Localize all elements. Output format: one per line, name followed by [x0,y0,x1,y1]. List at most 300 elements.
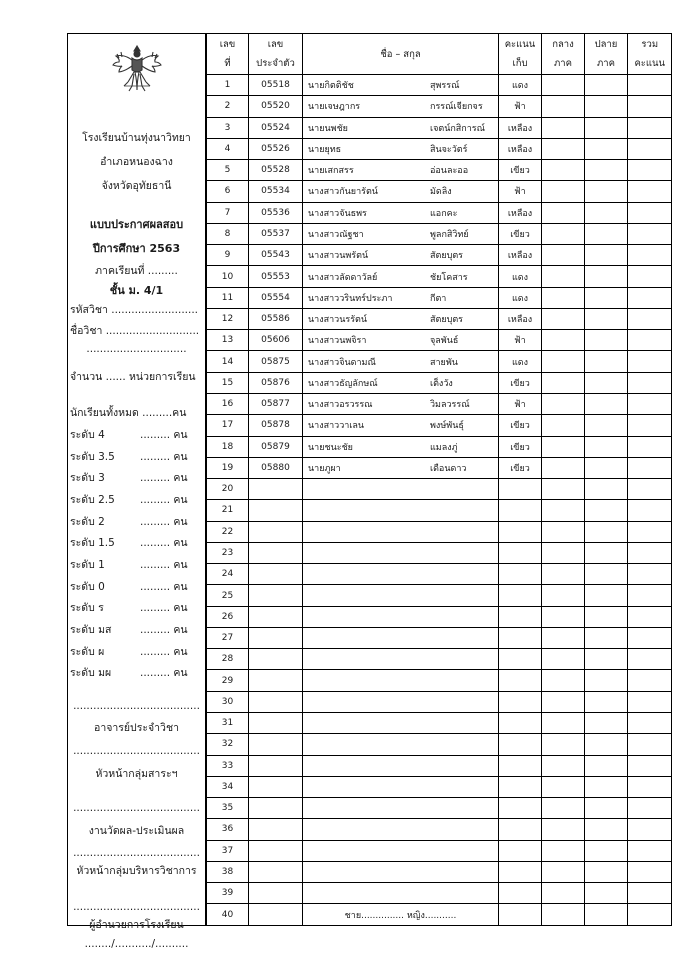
first-name: นายเสกสรร [308,166,354,177]
student-name [303,138,499,159]
student-id [249,521,303,542]
collected-score: เหลือง [499,202,542,223]
student-id [249,755,303,776]
document-title: แบบประกาศผลสอบ [89,218,184,231]
row-number: 1 [207,75,249,96]
student-name [303,415,499,436]
row-number: 26 [207,606,249,627]
last-name: กีตา [430,293,447,304]
total-score [628,393,672,414]
final-score [585,691,628,712]
total-score [628,138,672,159]
student-name [303,776,499,797]
final-score [585,308,628,329]
total-score [628,564,672,585]
final-score [585,755,628,776]
student-id [249,542,303,563]
student-name [303,160,499,181]
collected-score: เหลือง [499,138,542,159]
student-id [249,564,303,585]
midterm-score [542,138,585,159]
collected-score: เหลือง [499,308,542,329]
last-name: แมลงภู่ [430,442,458,453]
table-row [207,330,672,351]
subject-code: รหัสวิชา .......................... [70,304,199,316]
row-number: 22 [207,521,249,542]
garuda-emblem-icon [112,42,162,94]
student-name [303,117,499,138]
row-number: 10 [207,266,249,287]
midterm-score [542,776,585,797]
midterm-score [542,627,585,648]
student-id [249,479,303,500]
final-score [585,266,628,287]
score-table [206,34,672,925]
level-row: ระดับ 4 ......... คน [70,429,188,441]
last-name: สัตยบุตร [430,251,464,262]
midterm-score [542,840,585,861]
table-row [207,883,672,904]
student-name [303,308,499,329]
final-score [585,160,628,181]
level-row: ระดับ 2 ......... คน [70,516,188,528]
final-score [585,712,628,733]
final-score [585,245,628,266]
total-score [628,776,672,797]
student-id: 05878 [249,415,303,436]
table-row [207,542,672,563]
row-number: 36 [207,819,249,840]
last-name: สายพัน [430,357,458,368]
student-name [303,75,499,96]
midterm-score [542,393,585,414]
table-row [207,649,672,670]
header-name: ชื่อ – สกุล [303,34,499,75]
table-row [207,670,672,691]
row-number: 11 [207,287,249,308]
result-sheet [67,33,672,950]
student-name [303,266,499,287]
student-id: 05518 [249,75,303,96]
row-number: 13 [207,330,249,351]
student-name [303,819,499,840]
signature-line: ...................................... [73,901,200,913]
last-name: กรรณ์เจียกจร [430,102,483,113]
first-name: นางสาววาเลน [308,421,365,432]
table-row [207,351,672,372]
student-name [303,883,499,904]
student-id: 05880 [249,457,303,478]
level-row: ระดับ 2.5 ......... คน [70,494,188,506]
student-id [249,606,303,627]
final-score [585,861,628,882]
table-row [207,415,672,436]
collected-score: แดง [499,351,542,372]
total-score [628,75,672,96]
first-name: นางสาวจันธพร [308,208,367,219]
row-number: 16 [207,393,249,414]
final-score [585,840,628,861]
student-id: 05534 [249,181,303,202]
final-score [585,415,628,436]
signature-line: ...................................... [73,745,200,757]
midterm-score [542,117,585,138]
total-score [628,819,672,840]
total-score [628,202,672,223]
student-id: 05537 [249,223,303,244]
first-name: นายเจษฎากร [308,102,361,113]
first-name: นางสาวอรวรรณ [308,400,373,411]
signature-director: ผู้อำนวยการโรงเรียน [89,919,184,931]
total-students: นักเรียนทั้งหมด .........คน [70,407,187,419]
row-number: 32 [207,734,249,755]
last-name: เจตน์กสิการณ์ [430,123,485,134]
row-number: 39 [207,883,249,904]
table-row [207,96,672,117]
midterm-score [542,308,585,329]
midterm-score [542,542,585,563]
student-name [303,223,499,244]
midterm-score [542,734,585,755]
final-score [585,96,628,117]
student-name [303,564,499,585]
final-score [585,393,628,414]
level-row: ระดับ 0 ......... คน [70,581,188,593]
row-number: 3 [207,117,249,138]
table-row [207,160,672,181]
total-score [628,96,672,117]
midterm-score [542,160,585,181]
last-name: วิมลวรรณ์ [430,400,470,411]
student-id: 05879 [249,436,303,457]
province: จังหวัดอุทัยธานี [101,180,172,192]
first-name: นางสาวณัฐชา [308,229,364,240]
collected-score: เหลือง [499,245,542,266]
student-name [303,606,499,627]
total-score [628,712,672,733]
student-id [249,585,303,606]
final-score [585,585,628,606]
student-name [303,500,499,521]
student-id: 05526 [249,138,303,159]
header-total: รวม คะแนน [628,34,672,75]
last-name: เต็งวัง [430,378,453,389]
collected-score: เขียว [499,457,542,478]
final-score [585,138,628,159]
final-score [585,883,628,904]
table-row [207,479,672,500]
collected-score: แดง [499,287,542,308]
midterm-score [542,351,585,372]
student-id [249,776,303,797]
table-row [207,287,672,308]
first-name: นางสาวจินดามณี [308,357,376,368]
collected-score [499,670,542,691]
last-name: สุพรรณ์ [430,81,460,92]
midterm-score [542,521,585,542]
student-id [249,712,303,733]
student-name [303,372,499,393]
table-row [207,372,672,393]
table-row [207,691,672,712]
total-score [628,117,672,138]
total-score [628,542,672,563]
collected-score [499,627,542,648]
collected-score: ฟ้า [499,96,542,117]
row-number: 31 [207,712,249,733]
student-name [303,287,499,308]
level-row: ระดับ มผ ......... คน [70,667,188,679]
row-number: 18 [207,436,249,457]
collected-score [499,755,542,776]
first-name: นายนพชัย [308,123,348,134]
total-score [628,245,672,266]
midterm-score [542,287,585,308]
total-score [628,351,672,372]
row-number: 7 [207,202,249,223]
midterm-score [542,266,585,287]
total-score [628,670,672,691]
table-row [207,564,672,585]
collected-score [499,691,542,712]
midterm-score [542,181,585,202]
table-row [207,819,672,840]
collected-score: แดง [499,75,542,96]
last-name: แอกคะ [430,208,458,219]
last-name: จุลพันธ์ [430,336,459,347]
first-name: นางสาวธัญลักษณ์ [308,378,378,389]
table-row [207,75,672,96]
midterm-score [542,883,585,904]
collected-score: เขียว [499,160,542,181]
row-number: 14 [207,351,249,372]
table-row [207,712,672,733]
last-name: มัดลิง [430,187,452,198]
last-name: พงษ์พันธุ์ [430,421,464,432]
student-id [249,691,303,712]
final-score [585,457,628,478]
total-score [628,798,672,819]
credits: จำนวน ...... หน่วยการเรียน [70,371,196,383]
total-score [628,691,672,712]
final-score [585,904,628,925]
table-row [207,393,672,414]
row-number: 6 [207,181,249,202]
level-row: ระดับ ร ......... คน [70,602,188,614]
midterm-score [542,96,585,117]
collected-score [499,883,542,904]
midterm-score [542,330,585,351]
first-name: นางสาวนพรัตน์ [308,251,369,262]
table-row [207,755,672,776]
level-row: ระดับ 1 ......... คน [70,559,188,571]
last-name: พูลกสิวิทย์ [430,229,469,240]
signature-teacher: อาจารย์ประจำวิชา [94,722,179,734]
student-id [249,670,303,691]
student-id [249,883,303,904]
row-number: 8 [207,223,249,244]
table-header [207,34,672,75]
header-final: ปลาย ภาค [585,34,628,75]
last-name: สินจะวัตร์ [430,144,468,155]
collected-score: เขียว [499,436,542,457]
first-name: นายกิตติชัช [308,81,354,92]
total-score [628,436,672,457]
midterm-score [542,436,585,457]
final-score [585,202,628,223]
midterm-score [542,798,585,819]
student-name [303,330,499,351]
total-score [628,266,672,287]
final-score [585,181,628,202]
header-student-id: เลข ประจำตัว [249,34,303,75]
final-score [585,776,628,797]
student-name [303,585,499,606]
midterm-score [542,904,585,925]
table-row [207,138,672,159]
row-number: 19 [207,457,249,478]
collected-score [499,712,542,733]
student-name [303,755,499,776]
midterm-score [542,500,585,521]
total-score [628,308,672,329]
table-row [207,776,672,797]
row-number: 37 [207,840,249,861]
total-score [628,606,672,627]
student-name [303,393,499,414]
signature-evaluation: งานวัดผล-ประเมินผล [88,825,185,837]
date-line: ......../.........../.......... [84,938,189,950]
student-id: 05524 [249,117,303,138]
row-number: 4 [207,138,249,159]
table-row [207,904,672,925]
first-name: นางสาวนพจิรา [308,336,367,347]
final-score [585,819,628,840]
student-name [303,521,499,542]
final-score [585,436,628,457]
final-score [585,351,628,372]
midterm-score [542,564,585,585]
student-id: 05606 [249,330,303,351]
collected-score: เขียว [499,372,542,393]
midterm-score [542,457,585,478]
midterm-score [542,75,585,96]
total-score [628,223,672,244]
student-id: 05536 [249,202,303,223]
collected-score: เขียว [499,223,542,244]
table-row [207,457,672,478]
student-name [303,861,499,882]
signature-line: ...................................... [73,847,200,859]
student-name [303,457,499,478]
row-number: 9 [207,245,249,266]
row-number: 28 [207,649,249,670]
first-name: นางสาวนรรัตน์ [308,315,368,326]
last-name: ชัยโคสาร [430,272,468,283]
student-name [303,245,499,266]
collected-score [499,819,542,840]
collected-score [499,500,542,521]
student-name [303,649,499,670]
midterm-score [542,372,585,393]
total-score [628,585,672,606]
collected-score [499,606,542,627]
collected-score: ฟ้า [499,181,542,202]
total-score [628,861,672,882]
collected-score [499,904,542,925]
row-number: 25 [207,585,249,606]
row-number: 38 [207,861,249,882]
school-name: โรงเรียนบ้านทุ่งนาวิทยา [82,132,191,144]
final-score [585,330,628,351]
row-number: 17 [207,415,249,436]
total-score [628,883,672,904]
student-name [303,181,499,202]
final-score [585,798,628,819]
row-number: 2 [207,96,249,117]
collected-score [499,521,542,542]
table-row [207,861,672,882]
first-name: นายยุทธ [308,144,342,155]
total-score [628,627,672,648]
table-row [207,223,672,244]
student-name [303,670,499,691]
final-score [585,542,628,563]
midterm-score [542,861,585,882]
midterm-score [542,415,585,436]
collected-score [499,734,542,755]
table-row [207,266,672,287]
final-score [585,500,628,521]
student-id: 05553 [249,266,303,287]
collected-score [499,840,542,861]
midterm-score [542,606,585,627]
total-score [628,521,672,542]
final-score [585,649,628,670]
final-score [585,479,628,500]
total-score [628,330,672,351]
subject-name-continued: .............................. [86,343,187,355]
midterm-score [542,649,585,670]
table-row [207,734,672,755]
row-number: 35 [207,798,249,819]
final-score [585,606,628,627]
row-number: 27 [207,627,249,648]
final-score [585,670,628,691]
level-row: ระดับ มส ......... คน [70,624,188,636]
total-score [628,287,672,308]
first-name: นางสาวลัดดาวัลย์ [308,272,378,283]
final-score [585,627,628,648]
student-name [303,798,499,819]
collected-score [499,542,542,563]
collected-score: แดง [499,266,542,287]
first-name: นางสาววรินทร์ประภา [308,293,393,304]
header-midterm: กลาง ภาค [542,34,585,75]
student-name [303,96,499,117]
total-score [628,649,672,670]
student-id [249,819,303,840]
student-name [303,712,499,733]
collected-score: เหลือง [499,117,542,138]
row-number: 34 [207,776,249,797]
table-row [207,436,672,457]
student-id: 05528 [249,160,303,181]
student-id [249,500,303,521]
total-score [628,734,672,755]
student-name [303,479,499,500]
level-row: ระดับ ผ ......... คน [70,646,188,658]
